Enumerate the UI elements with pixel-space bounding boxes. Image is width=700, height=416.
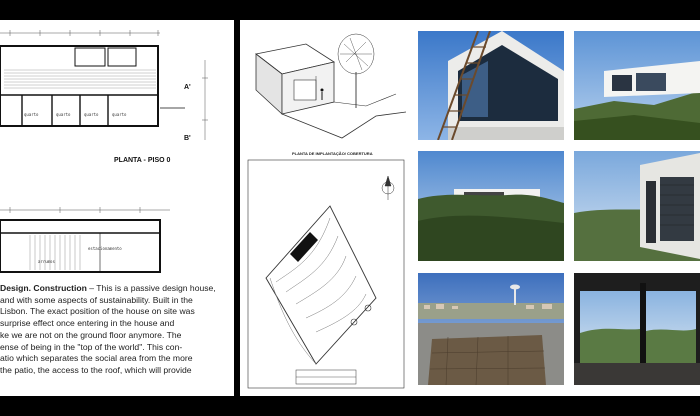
description-line: atio which separates the social area from the more [0, 353, 193, 364]
photo-interior-view-image [574, 273, 700, 385]
description-text: – This is a passive design house, [86, 283, 216, 293]
floor-plan-panel [0, 20, 234, 396]
perspective-sketch [246, 26, 416, 144]
photo-roof-terrace-image [418, 273, 564, 385]
lower-floor-plan-drawing [0, 170, 234, 280]
room-label: quarto [112, 112, 127, 117]
photo-cantilever-hill [574, 31, 700, 140]
description-line-1 [0, 283, 234, 295]
site-plan-drawing [246, 158, 406, 392]
room-label: quarto [24, 112, 39, 117]
section-mark-b: B' [184, 135, 191, 142]
site-plan-title: PLANTA DE IMPLANTAÇÃO/ COBERTURA [292, 151, 373, 156]
floor-plan-title: PLANTA - PISO 0 [114, 157, 171, 164]
ground-floor-plan-drawing [0, 20, 234, 145]
description-line: surprise effect once entering in the house and [0, 318, 175, 329]
photo-roof-terrace [418, 273, 564, 385]
photo-house-ridge-image [418, 151, 564, 261]
room-label: estacionamento [88, 246, 122, 251]
description-line: and with some aspects of sustainability. Built in the [0, 294, 193, 305]
description-lead: Design. Construction [0, 283, 87, 293]
section-mark-a: A' [184, 84, 191, 91]
photo-house-corner-image [574, 151, 700, 261]
photo-house-ridge [418, 151, 564, 261]
project-description [0, 283, 234, 377]
room-label: quarto [56, 112, 71, 117]
room-label: quarto [84, 112, 99, 117]
photo-facade-ladder [418, 31, 564, 140]
room-label: arrumos [38, 259, 55, 264]
photo-facade-ladder-image [418, 31, 564, 140]
photo-interior-view [574, 273, 700, 385]
photo-house-corner [574, 151, 700, 261]
description-line: Lisbon. The exact position of the house on site was [0, 306, 195, 317]
description-line: ke we are not on the ground floor anymore. The [0, 329, 182, 340]
photo-cantilever-hill-image [574, 31, 700, 140]
description-line: ense of being in the "top of the world". This con- [0, 341, 183, 352]
description-line: the patio, the access to the roof, which will provide [0, 364, 192, 375]
images-panel [240, 20, 700, 396]
